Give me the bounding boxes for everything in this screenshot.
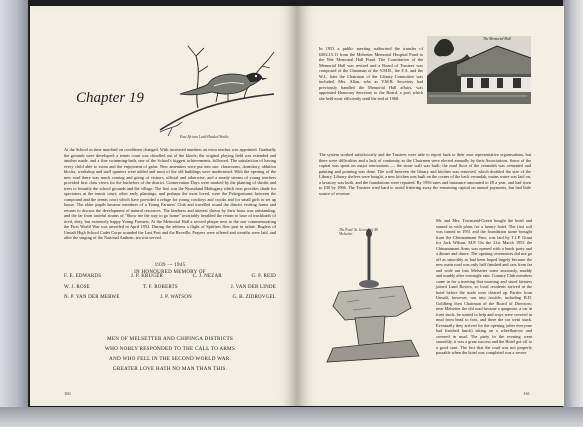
memorial-names-row (64, 293, 276, 304)
memorial-line: AND WHO FELL IN THE SECOND WORLD WAR. (109, 356, 231, 362)
memorial-line: MEN OF MELSETTER AND CHIPINGA DISTRICTS (106, 336, 234, 342)
chapter-title: Chapter 19 (76, 90, 144, 106)
cover-protector-left (0, 0, 28, 427)
memorial-line: WHO NOBLY RESPONDED TO THE CALL TO ARMS (104, 346, 236, 352)
font-sculpture-photo (319, 216, 431, 366)
right-wide-text: The system worked satisfactorily and the Trustees were able to report back to their own representative organisations, but there were difficulties and a lack of continuity as the Chairmen were elected annually by their Associations. Some of the capital was spent on major renovations — the stone wall was built; the mud floor of the verandah was cemented and painting and pointing was done. The wall between the library and kitchen was removed, which doubled the size of the Library. Library shelves were bought, a new kitchen was built on the corner of the back verandah, mains water was laid on, a lavatory was built, and the foundations were repaired. By 1956 rates and insurance amounted to £8 a year, and had risen to £30 by 1966. The Trustees tried hard to avoid frittering away the remaining capital on annual payments, but had little source of revenue. (319, 152, 531, 196)
memorial-name: T. F. ROBERTS (142, 284, 178, 290)
memorial-name: J. P. WATSON (160, 295, 192, 300)
memorial-name: G. B. ZIDROVGEL (232, 295, 276, 300)
cover-protector-bottom (0, 407, 583, 427)
right-column-text: In 1953 a public meeting authorised the transfer of £682.15.11 from the Melsetter Memorial Hospital Fund to the War Memorial Hall Fund. The Constitution of the Memorial Hall was revised and a Board of Trustees was composed of the Chairman of the V.M.B., the F.A. and the W.I., later the Chairman of the Library Committee was included. Mrs. Allan, who as V.M.B. Secretary had previously handled the Memorial Hall affairs, was appointed Honorary Secretary to the Board, a post which she held most efficiently until the end of 1968. (319, 46, 423, 101)
right-column-text-2: Mr. and Mrs. Townsend-Green bought the hotel and started in with plans for a luxury hotel. The first soil was turned in 1951 and the foundation stone brought from the Chimanimani Pass, was laid by T.J.P. Grant for Jack Wilson, M.P. On the 21st March 1953 the Chimanimani Arms was opened with a lunch party and a dinner and dance. The opening ceremonies did not go off as smoothly as had been hoped largely because the new main road was only half finished and cars from far and wide ran into Melsetter some anxiously, muddy and muddy after overnight rain. Country Club members came in for a meeting that morning and stood farmers joined Land Rovers, so local residents arrived at the hotel before the roads were cleared up. Parties from Umtali, however, ran into trouble, including B.D. Goldberg then Chairman of the Board of Directors; near Melsetter the old road became a quagmire, a car in front stuck, he started to help and ways were covered in mud from head to foot, and there the car went stuck. Eventually they arrived for the opening (after everyone had finished lunch) sitting on a wheelbarrow and covered in mud. The party in the evening went smoothly, it was a great success and the Hotel got off to a good start. The fact that the road was not properly passable when the hotel was completed was a severe (436, 218, 532, 355)
memorial-name: J. VAN DER LINDE (230, 284, 276, 290)
memorial-name: F. E. EDWARDS (64, 274, 102, 279)
memorial-names-row (64, 272, 276, 283)
page-number-right: 161 (523, 391, 530, 396)
sculpture-caption: The Font! St. George of All Melsetter (339, 228, 379, 237)
memorial-years: 1939 — 1945 (154, 263, 186, 268)
memorial-line: GREATER LOVE HATH NO MAN THAN THIS. (112, 366, 228, 372)
memorial-hall-photo (427, 36, 531, 104)
memorial-name: G. P. REID (251, 274, 276, 279)
page-number-left: 160 (64, 391, 71, 396)
memorial-names (64, 272, 276, 304)
book-spread (30, 6, 564, 406)
memorial-name: N. P. VAN DER MERWE (64, 295, 120, 300)
cover-protector-right (563, 0, 583, 427)
memorial-heading: IN HONOURED MEMORY OF (134, 270, 206, 275)
illustration-caption: East African Lead-Headed Shrike (180, 135, 229, 139)
left-page (30, 6, 297, 406)
photo-caption: The Memorial Hall (483, 37, 511, 41)
memorial-name: C. J. NEZAR (192, 274, 222, 279)
memorial-names-row (64, 283, 276, 294)
memorial-dedication (64, 334, 276, 374)
memorial-name: J. P. KRUGER (130, 274, 163, 279)
memorial-name: W. J. ROSE (64, 284, 90, 290)
left-body-text: At the School as time marched on conditions changed. With increased numbers an extra teacher was appointed. Gradually the grounds were developed: a tennis court was chiselled out of the kloofs; the original playing field was extended and another made, and a fine swimming-bath, one of the School's biggest achievements, followed. The satisfaction of having every child able to swim and the enjoyment of galas. New amenities were put into use: classrooms, dormitory, ablution blocks, workshop and staff quarters were added and most of the old buildings were modernised. With the opening of the new road there was much coming and going of visitors, official and otherwise, and a steady stream of young teachers provided first class views for the bachelors of the district. Conservation Days were marked by the planting of shrubs and trees to beautify the school grounds and the village. The first was the Nyasaland Mahogany which now provides shade for spectators at the tennis court; other early plantings, and perhaps the most loved, were the Pelargoniums between the compound and the tennis court which have provided a refuge for young cowboys and crooks and for small girls to set up house. The older pupils became members of a Young Farmers' Club and travelled round the district visiting farms and returns to discuss the development of natural resources. The kindness and interest shown by their hosts was outstanding, and the far from tasteful strains of "Show me the way to go home" invariably heralded the return to base of truckloads of tired, dirty, but extremely happy Young Farmers. At the Memorial Hall a second plaque next to the one commemorating the First World War was unveiled in April 1952. During the address a flight of Spitfires flew past in salute. Buglers of Umtali High School Cadet Corps sounded the Last Post and the Reveille. Prayers were offered and wreaths were laid, and after the singing of the National Anthem, tea was served. (64, 147, 276, 240)
bird-illustration (158, 42, 276, 138)
right-page (297, 6, 564, 406)
